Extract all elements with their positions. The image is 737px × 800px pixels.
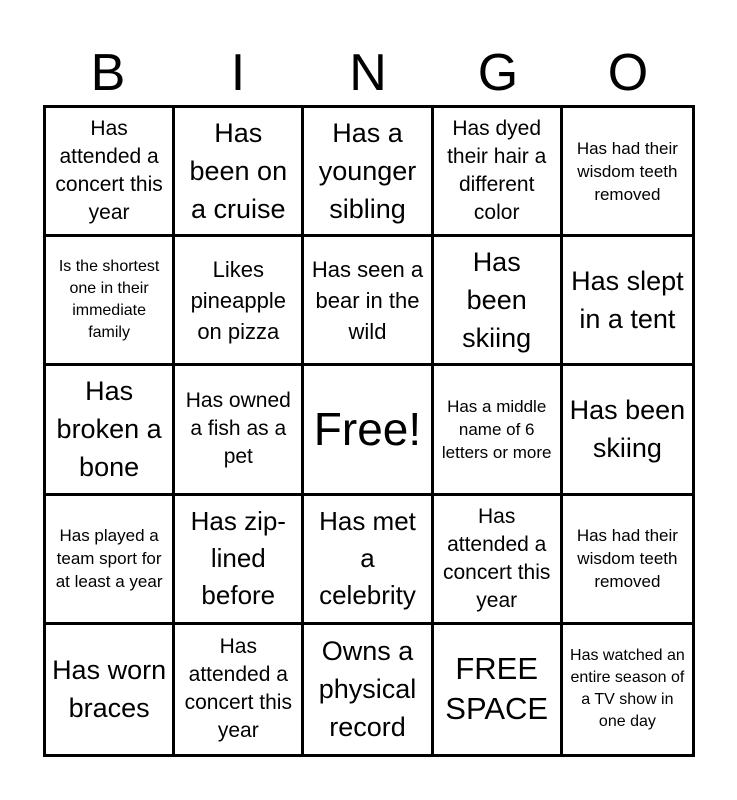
bingo-cell[interactable] bbox=[434, 496, 563, 625]
bingo-cell[interactable] bbox=[304, 108, 433, 237]
cell-text: Has attended a concert this year bbox=[55, 117, 163, 225]
bingo-cell[interactable] bbox=[175, 237, 304, 366]
cell-text: Owns a physical record bbox=[318, 636, 417, 743]
cell-text: Likes pineapple on pizza bbox=[190, 256, 286, 344]
bingo-cell[interactable] bbox=[304, 237, 433, 366]
bingo-cell[interactable] bbox=[563, 108, 692, 237]
bingo-cell[interactable] bbox=[434, 108, 563, 237]
bingo-cell[interactable] bbox=[563, 237, 692, 366]
cell-text: Has attended a concert this year bbox=[443, 504, 551, 612]
cell-text: Has a middle name of 6 letters or more bbox=[441, 396, 552, 462]
bingo-board bbox=[43, 105, 695, 757]
cell-text: Has been skiing bbox=[569, 395, 686, 464]
bingo-cell[interactable] bbox=[175, 625, 304, 754]
bingo-cell[interactable] bbox=[175, 108, 304, 237]
cell-text: Has met a celebrity bbox=[319, 506, 416, 611]
cell-text: Has owned a fish as a pet bbox=[185, 389, 291, 469]
cell-text: Has dyed their hair a different color bbox=[447, 117, 547, 225]
bingo-header bbox=[43, 42, 695, 104]
cell-text: Has seen a bear in the wild bbox=[311, 256, 424, 344]
bingo-cell[interactable] bbox=[434, 237, 563, 366]
cell-text: Has zip-lined before bbox=[190, 506, 286, 611]
cell-text: Has a younger sibling bbox=[318, 118, 417, 225]
cell-text: Has watched an entire season of a TV show in one day bbox=[570, 647, 685, 731]
bingo-cell[interactable] bbox=[46, 237, 175, 366]
free-cell[interactable] bbox=[304, 366, 433, 495]
cell-text: Has worn braces bbox=[52, 655, 167, 724]
free-space-cell[interactable] bbox=[434, 625, 563, 754]
bingo-cell[interactable] bbox=[563, 366, 692, 495]
cell-text: Has slept in a tent bbox=[571, 266, 684, 335]
header-letter-o: O bbox=[607, 44, 649, 102]
cell-text: Is the shortest one in their immediate family bbox=[58, 258, 160, 342]
cell-text: Has attended a concert this year bbox=[184, 635, 292, 743]
free-space-label: FREE SPACE bbox=[445, 651, 549, 727]
cell-text: Has broken a bone bbox=[56, 376, 162, 483]
bingo-cell[interactable] bbox=[175, 496, 304, 625]
bingo-cell[interactable] bbox=[46, 366, 175, 495]
header-letter-i: I bbox=[230, 44, 246, 102]
cell-text: Has been on a cruise bbox=[189, 118, 288, 225]
cell-text: Has had their wisdom teeth removed bbox=[576, 138, 678, 204]
bingo-cell[interactable] bbox=[46, 108, 175, 237]
cell-text: Has played a team sport for at least a year bbox=[55, 526, 163, 592]
header-letter-g: G bbox=[477, 44, 519, 102]
bingo-cell[interactable] bbox=[563, 496, 692, 625]
bingo-cell[interactable] bbox=[304, 625, 433, 754]
bingo-cell[interactable] bbox=[46, 625, 175, 754]
header-letter-n: N bbox=[349, 44, 387, 102]
bingo-cell[interactable] bbox=[563, 625, 692, 754]
cell-text: Has had their wisdom teeth removed bbox=[576, 526, 678, 592]
cell-text: Has been skiing bbox=[462, 247, 532, 354]
bingo-cell[interactable] bbox=[175, 366, 304, 495]
bingo-cell[interactable] bbox=[434, 366, 563, 495]
header-letter-b: B bbox=[90, 44, 126, 102]
bingo-cell[interactable] bbox=[304, 496, 433, 625]
free-cell-label: Free! bbox=[313, 403, 422, 456]
bingo-cell[interactable] bbox=[46, 496, 175, 625]
